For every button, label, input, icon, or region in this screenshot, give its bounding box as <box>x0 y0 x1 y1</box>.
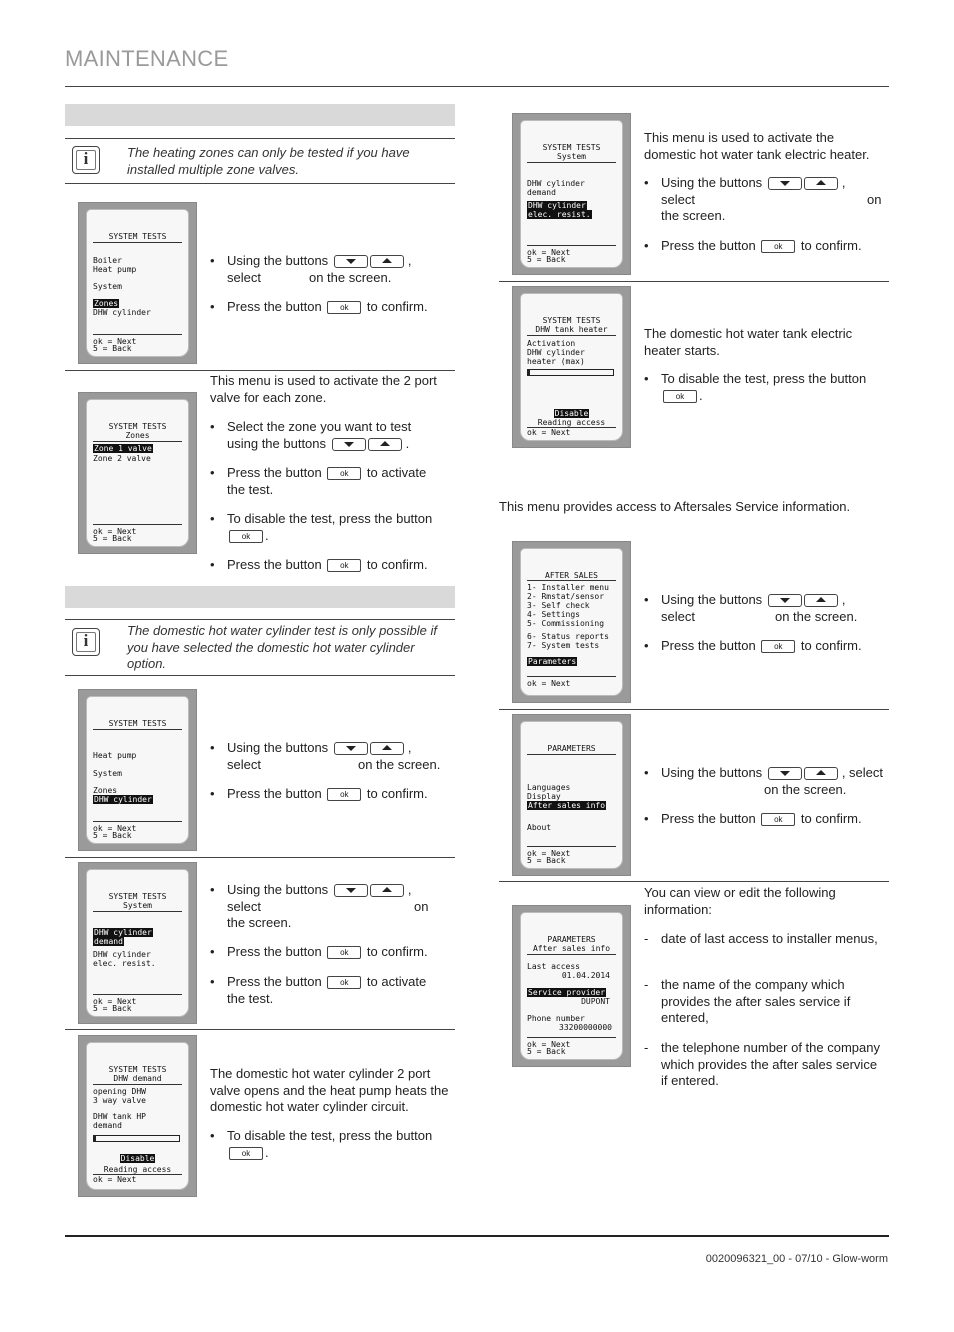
screen-line: System <box>93 769 122 778</box>
screen-title: SYSTEM TESTS <box>108 892 167 901</box>
screen-title: SYSTEM TESTS <box>108 719 167 728</box>
screen-value: DUPONT <box>581 997 610 1006</box>
screen-title: AFTER SALES <box>545 571 598 580</box>
device-screen-zones <box>78 392 197 554</box>
intro-text: You can view or edit the following information: <box>644 885 836 917</box>
screen-line: Heat pump <box>93 265 137 274</box>
screen-selected-line: After sales info <box>528 801 606 810</box>
divider <box>65 183 455 184</box>
arrow-buttons-icon <box>334 740 406 757</box>
device-screen-system-tests <box>78 202 197 364</box>
disable-button[interactable]: Disable <box>120 1154 155 1163</box>
ok-button-icon: ok <box>663 390 697 403</box>
instruction: • To disable the test, press the button ok . <box>210 511 472 544</box>
ok-button-icon: ok <box>327 467 361 480</box>
screen-line: 3- Self check <box>527 601 590 610</box>
divider <box>65 619 455 620</box>
arrow-buttons-icon <box>768 592 840 609</box>
screen-line: opening DHW <box>93 1087 146 1096</box>
screen-line: 6- Status reports <box>527 632 609 641</box>
ok-button-icon: ok <box>327 976 361 989</box>
screen-selected-line: Parameters <box>528 657 577 666</box>
screen-line: DHW cylinder <box>527 348 585 357</box>
screen-footer: 5 = Back <box>527 1047 566 1056</box>
screen-footer: ok = Next <box>527 248 571 257</box>
section-bar-zones <box>65 104 455 126</box>
screen-footer: ok = Next <box>93 824 137 833</box>
header-rule <box>65 86 889 87</box>
instruction: • Using the buttons , select on the screen. <box>210 253 472 286</box>
screen-line: Phone number <box>527 1014 585 1023</box>
screen-footer: ok = Next <box>93 337 137 346</box>
divider <box>65 370 455 371</box>
screen-selected-line: Service provider <box>528 988 606 997</box>
screen-title: PARAMETERS <box>547 744 596 753</box>
screen-footer: 5 = Back <box>93 1004 132 1013</box>
screen-footer: 5 = Back <box>93 831 132 840</box>
intro-text: This menu is used to activate the domestic hot water tank electric heater. <box>644 130 870 162</box>
screen-footer: ok = Next <box>527 428 571 437</box>
screen-value: 01.04.2014 <box>561 971 610 980</box>
screen-footer: 5 = Back <box>527 255 566 264</box>
instruction: • Press the button ok to activate the test. <box>210 974 472 1007</box>
screen-line: 5- Commissioning <box>527 619 605 628</box>
ok-button-icon: ok <box>761 640 795 653</box>
screen-line: Display <box>527 792 561 801</box>
arrow-buttons-icon <box>768 175 840 192</box>
screen-subtitle: System <box>123 901 152 910</box>
progress-bar <box>527 369 614 376</box>
ok-button-icon: ok <box>229 1147 263 1160</box>
screen-line: 1- Installer menu <box>527 583 609 592</box>
device-screen-parameters <box>512 714 631 876</box>
arrow-buttons-icon <box>334 882 406 899</box>
divider <box>499 709 889 710</box>
divider <box>65 675 455 676</box>
device-screen-system <box>78 862 197 1024</box>
instruction: • Press the button ok to confirm. <box>210 557 472 574</box>
instruction: • Press the button ok to confirm. <box>210 944 472 961</box>
info-icon: i <box>72 628 100 656</box>
screen-line: Heat pump <box>93 751 137 760</box>
device-screen-dhw-demand <box>78 1035 197 1197</box>
ok-button-icon: ok <box>327 788 361 801</box>
intro-text: The domestic hot water cylinder 2 port valve opens and the heat pump heats the domestic hot water cylinder circuit. <box>210 1066 449 1114</box>
disable-button[interactable]: Disable <box>554 409 589 418</box>
screen-selected-line: DHW cylinder <box>528 201 586 210</box>
screen-footer: ok = Next <box>93 997 137 1006</box>
screen-line: heater (max) <box>527 357 585 366</box>
screen-title: SYSTEM TESTS <box>542 316 601 325</box>
document-reference: 0020096321_00 - 07/10 - Glow-worm <box>705 1253 888 1265</box>
instruction: • Press the button ok to confirm. <box>210 299 472 316</box>
instruction: • Press the button ok to confirm. <box>210 786 472 803</box>
info-list-item: - the name of the company which provides the after sales service if entered, <box>644 977 881 1027</box>
screen-line: DHW cylinder <box>527 179 585 188</box>
screen-line: 4- Settings <box>527 610 580 619</box>
screen-line: Reading access <box>537 418 606 427</box>
screen-title: SYSTEM TESTS <box>108 232 167 241</box>
screen-line: Reading access <box>103 1165 172 1174</box>
aftersales-intro: This menu provides access to Aftersales Service information. <box>499 499 851 514</box>
screen-footer: 5 = Back <box>527 856 566 865</box>
screen-selected-line: demand <box>94 937 123 946</box>
device-screen-after-sales-info <box>512 905 631 1067</box>
instruction: • Using the buttons , select on the screen. <box>644 175 906 225</box>
screen-selected-line: Zones <box>94 299 119 308</box>
screen-title: PARAMETERS <box>547 935 596 944</box>
ok-button-icon: ok <box>761 813 795 826</box>
device-screen-dhw-tank-heater <box>512 286 631 448</box>
ok-button-icon: ok <box>327 301 361 314</box>
screen-line: About <box>527 823 552 832</box>
instruction: • Press the button ok to confirm. <box>644 638 906 655</box>
instruction: • Using the buttons , select on the screen. <box>644 765 906 798</box>
info-icon: i <box>72 146 100 174</box>
screen-footer: ok = Next <box>527 849 571 858</box>
screen-line: DHW cylinder <box>93 308 151 317</box>
screen-title: SYSTEM TESTS <box>108 1065 167 1074</box>
screen-line: demand <box>93 1121 122 1130</box>
screen-subtitle: After sales info <box>532 944 611 953</box>
screen-selected-line: elec. resist. <box>528 210 591 219</box>
screen-subtitle: Zones <box>125 431 150 440</box>
intro-text: This menu is used to activate the 2 port valve for each zone. <box>210 373 437 405</box>
note-zones: The heating zones can only be tested if you have installed multiple zone valves. <box>127 145 410 177</box>
arrow-buttons-icon <box>334 253 406 270</box>
instruction: • Using the buttons , select on the screen. <box>210 740 472 773</box>
screen-footer: 5 = Back <box>93 534 132 543</box>
divider <box>499 281 889 282</box>
device-screen-system <box>512 113 631 275</box>
screen-subtitle: DHW demand <box>113 1074 162 1083</box>
ok-button-icon: ok <box>327 946 361 959</box>
instruction: • To disable the test, press the button ok . <box>644 371 906 404</box>
screen-footer: ok = Next <box>93 1175 137 1184</box>
ok-button-icon: ok <box>327 559 361 572</box>
screen-footer: ok = Next <box>527 1040 571 1049</box>
divider <box>65 857 455 858</box>
screen-line: DHW tank HP <box>93 1112 146 1121</box>
info-list-item: - date of last access to installer menus, <box>644 931 881 948</box>
screen-line: DHW cylinder <box>93 950 151 959</box>
screen-title: SYSTEM TESTS <box>108 422 167 431</box>
screen-line: demand <box>527 188 556 197</box>
page-title: MAINTENANCE <box>65 46 229 71</box>
section-bar-dhw <box>65 586 455 608</box>
instruction: • Press the button ok to activate the test. <box>210 465 472 498</box>
screen-selected-line: Zone 1 valve <box>94 444 152 453</box>
instruction: • Using the buttons , select on the screen. <box>210 882 472 932</box>
screen-footer: 5 = Back <box>93 344 132 353</box>
screen-line: System <box>93 282 122 291</box>
screen-line: Activation <box>527 339 576 348</box>
ok-button-icon: ok <box>229 530 263 543</box>
screen-line: elec. resist. <box>93 959 156 968</box>
divider <box>65 1029 455 1030</box>
instruction: • Select the zone you want to test using the buttons . <box>210 419 472 452</box>
instruction: • Press the button ok to confirm. <box>644 238 906 255</box>
info-list-item: - the telephone number of the company which provides the after sales service if entered. <box>644 1040 881 1090</box>
screen-title: SYSTEM TESTS <box>542 143 601 152</box>
ok-button-icon: ok <box>761 240 795 253</box>
arrow-buttons-icon <box>768 765 840 782</box>
screen-line: 2- Rmstat/sensor <box>527 592 605 601</box>
screen-line: Zone 2 valve <box>93 454 151 463</box>
screen-line: Boiler <box>93 256 122 265</box>
divider <box>65 138 455 139</box>
screen-subtitle: DHW tank heater <box>535 325 608 334</box>
device-screen-after-sales <box>512 541 631 703</box>
arrow-buttons-icon <box>332 436 404 453</box>
footer-rule <box>65 1235 889 1237</box>
screen-line: Last access <box>527 962 580 971</box>
intro-text: The domestic hot water tank electric heater starts. <box>644 326 853 358</box>
instruction: • Press the button ok to confirm. <box>644 811 906 828</box>
screen-selected-line: DHW cylinder <box>94 795 152 804</box>
instruction: • To disable the test, press the button ok . <box>210 1128 472 1161</box>
screen-line: Zones <box>93 786 118 795</box>
note-dhw: The domestic hot water cylinder test is only possible if you have selected the domestic hot water cylinder option. <box>127 623 437 671</box>
divider <box>499 881 889 882</box>
screen-footer: ok = Next <box>527 679 571 688</box>
screen-value: 33200000000 <box>559 1023 612 1032</box>
screen-line: 3 way valve <box>93 1096 146 1105</box>
screen-line: Languages <box>527 783 571 792</box>
instruction: • Using the buttons , select on the screen. <box>644 592 906 625</box>
progress-bar <box>93 1135 180 1142</box>
screen-selected-line: DHW cylinder <box>94 928 152 937</box>
device-screen-system-tests <box>78 689 197 851</box>
screen-footer: ok = Next <box>93 527 137 536</box>
screen-line: 7- System tests <box>527 641 600 650</box>
screen-subtitle: System <box>557 152 586 161</box>
